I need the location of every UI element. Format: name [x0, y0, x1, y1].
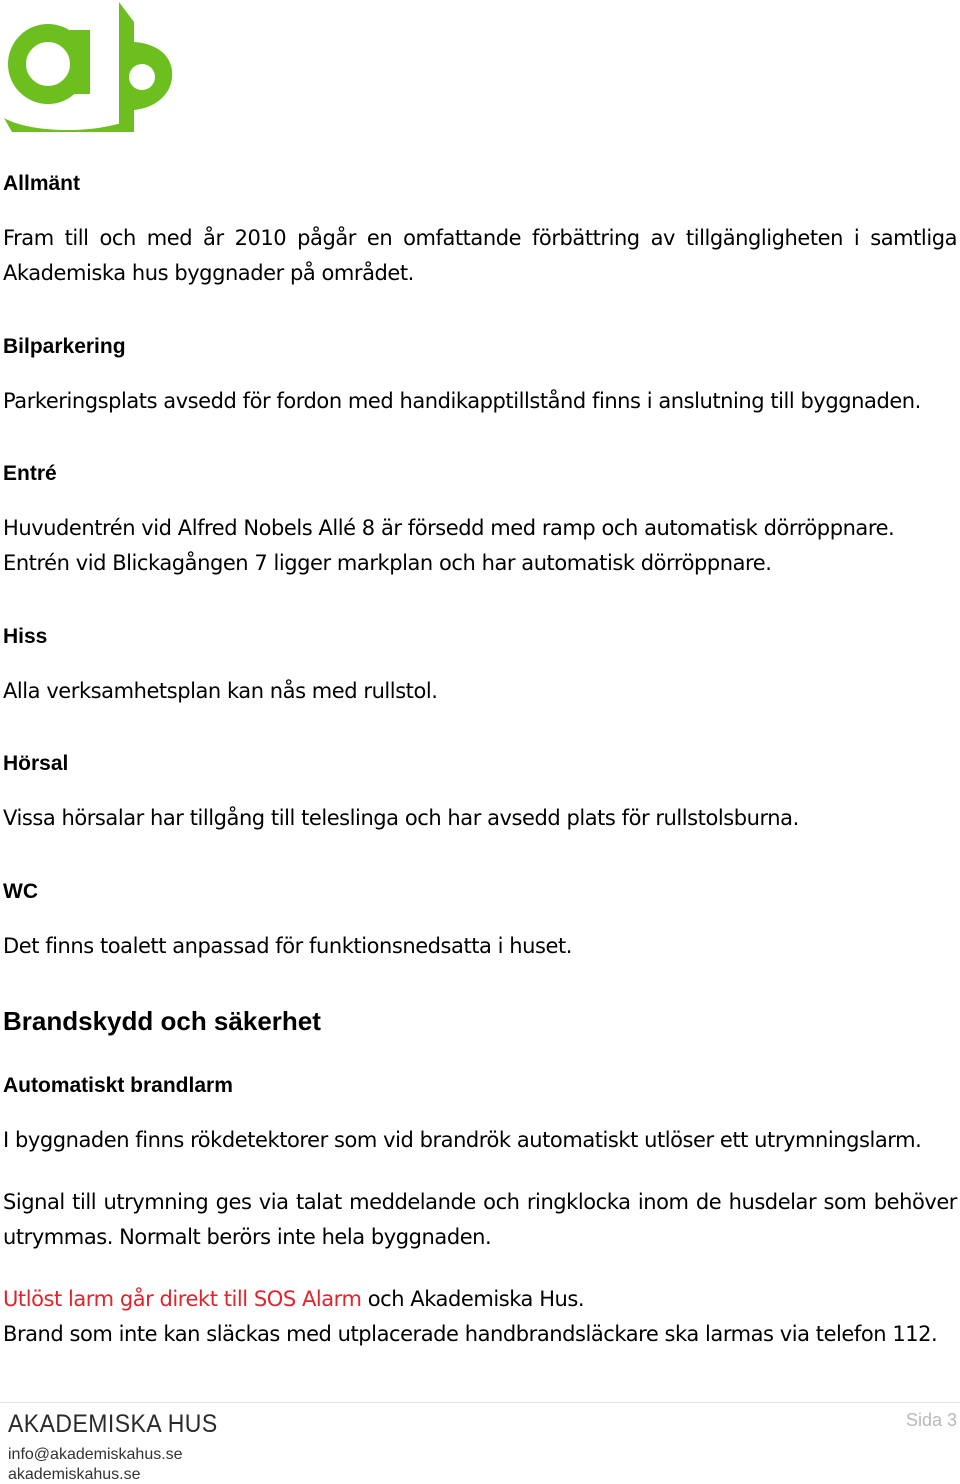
- footer-brand: AKADEMISKA HUS: [8, 1410, 218, 1438]
- alarm-notice-rest: och Akademiska Hus.: [361, 1287, 585, 1311]
- section-text-entre-line1: Huvudentrén vid Alfred Nobels Allé 8 är försedd med ramp och automatisk dörröppnare.: [3, 516, 895, 540]
- section-text-entre-line2: Entrén vid Blickagången 7 ligger markplan och har automatisk dörröppnare.: [3, 551, 772, 575]
- section-heading-brandskydd: Brandskydd och säkerhet: [3, 1006, 321, 1036]
- section-text-brandlarm-1: I byggnaden finns rökdetektorer som vid brandrök automatiskt utlöser ett utrymningslarm.: [3, 1128, 922, 1152]
- section-heading-bilparkering: Bilparkering: [3, 335, 126, 358]
- footer-website-link[interactable]: akademiskahus.se: [8, 1466, 141, 1483]
- section-heading-horsal: Hörsal: [3, 752, 69, 775]
- section-text-horsal: Vissa hörsalar har tillgång till teleslinga och har avsedd plats för rullstolsburna.: [3, 806, 799, 830]
- section-heading-allmant: Allmänt: [3, 172, 81, 195]
- footer-divider: [0, 1402, 960, 1403]
- section-text-brandlarm-2: Signal till utrymning ges via talat meddelande och ringklocka inom de husdelar som behöver utrymmas. Normalt berörs inte hela byggnaden.: [3, 1190, 957, 1249]
- section-heading-hiss: Hiss: [3, 625, 48, 648]
- section-text-bilparkering: Parkeringsplats avsedd för fordon med handikapptillstånd finns i anslutning till byggnaden.: [3, 389, 921, 413]
- akademiska-hus-logo: [2, 0, 174, 134]
- section-text-wc: Det finns toalett anpassad för funktionsnedsatta i huset.: [3, 934, 572, 958]
- section-heading-wc: WC: [3, 880, 38, 903]
- section-text-brandlarm-4: Brand som inte kan släckas med utplacerade handbrandsläckare ska larmas via telefon 112.: [3, 1322, 938, 1346]
- page-number: Sida 3: [905, 1410, 957, 1430]
- section-text-hiss: Alla verksamhetsplan kan nås med rullstol.: [3, 679, 438, 703]
- section-heading-entre: Entré: [3, 462, 57, 485]
- subsection-heading-brandlarm: Automatiskt brandlarm: [3, 1074, 233, 1097]
- section-text-allmant: Fram till och med år 2010 pågår en omfattande förbättring av tillgängligheten i samtliga Akademiska hus byggnader på området.: [3, 226, 957, 285]
- footer-email-link[interactable]: info@akademiskahus.se: [8, 1446, 183, 1463]
- section-text-brandlarm-3: [3, 1282, 957, 1317]
- alarm-notice-highlight: Utlöst larm går direkt till SOS Alarm: [3, 1287, 362, 1311]
